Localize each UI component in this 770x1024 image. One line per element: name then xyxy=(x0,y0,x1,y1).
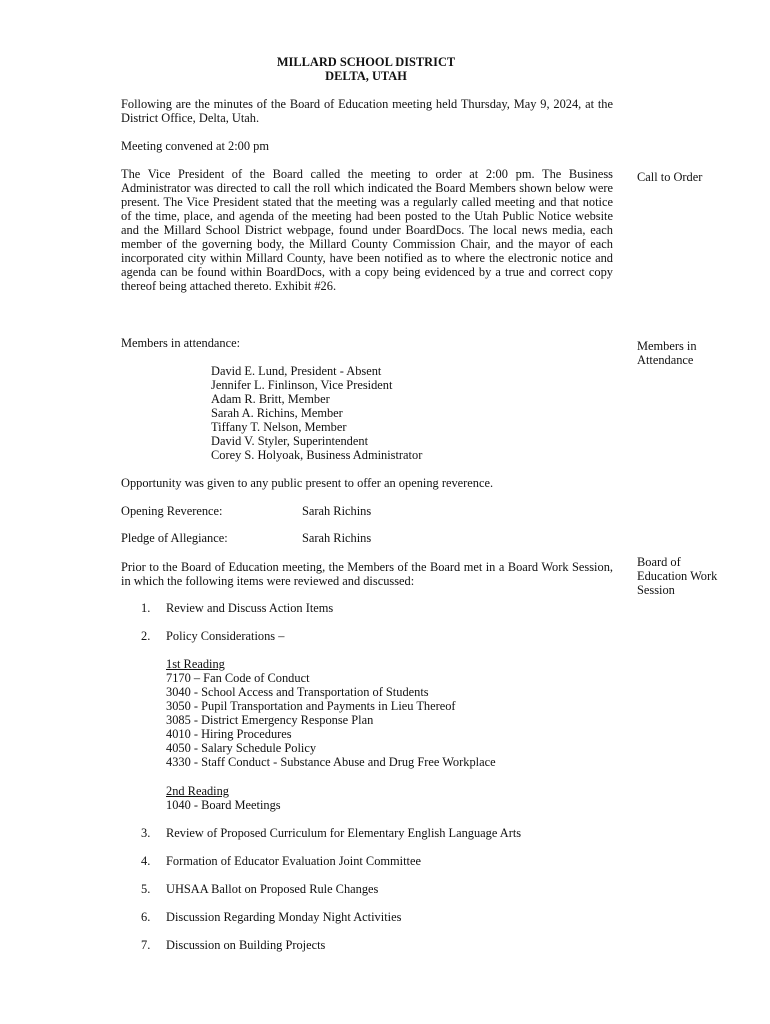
member-item: Sarah A. Richins, Member xyxy=(211,406,343,420)
side-label-work-session-line2: Education Work xyxy=(637,569,718,583)
list-item: Review of Proposed Curriculum for Elementary English Language Arts xyxy=(166,826,522,840)
list-item: Formation of Educator Evaluation Joint Committee xyxy=(166,854,421,868)
first-reading-block xyxy=(166,657,496,769)
policy-item: 3085 - District Emergency Response Plan xyxy=(166,713,374,727)
pledge-label: Pledge of Allegiance: xyxy=(121,531,228,545)
document-header xyxy=(120,55,612,83)
member-item: Tiffany T. Nelson, Member xyxy=(211,420,347,434)
policy-item: 4010 - Hiring Procedures xyxy=(166,727,292,741)
district-name: MILLARD SCHOOL DISTRICT xyxy=(276,55,456,69)
item-number: 7. xyxy=(141,938,151,952)
first-reading-heading: 1st Reading xyxy=(166,657,225,671)
member-item: David E. Lund, President - Absent xyxy=(211,364,382,378)
opening-reverence-label: Opening Reverence: xyxy=(121,504,223,518)
call-to-order-paragraph: The Vice President of the Board called the meeting to order at 2:00 pm. The Business Administrator was directed to call the roll which indicated the Board Members shown below were present. The Vice President stated that the meeting was a regularly called meeting and that notice of the time, place, and agenda of the meeting had been posted to the Utah Public Notice website and the Millard School District webpage, found under BoardDocs. The local news media, each member of the governing body, the Millard County Commission Chair, and the mayor of each incorporated city within Millard County, have been notified as to where the electronic notice and agenda can be found within BoardDocs, with a copy being evidenced by a true and correct copy thereof being attached thereto. Exhibit #26. xyxy=(121,167,613,293)
item-number: 4. xyxy=(141,854,151,868)
member-item: Adam R. Britt, Member xyxy=(211,392,330,406)
item-number: 2. xyxy=(141,629,151,643)
member-item: David V. Styler, Superintendent xyxy=(211,434,369,448)
list-item: Discussion on Building Projects xyxy=(166,938,326,952)
policy-item: 4330 - Staff Conduct - Substance Abuse and Drug Free Workplace xyxy=(166,755,496,769)
district-location: DELTA, UTAH xyxy=(325,69,407,83)
member-item: Corey S. Holyoak, Business Administrator xyxy=(211,448,423,462)
list-item: Policy Considerations – xyxy=(166,629,285,643)
attendance-intro: Members in attendance: xyxy=(121,336,241,350)
side-label-call-to-order: Call to Order xyxy=(637,170,703,184)
list-item: UHSAA Ballot on Proposed Rule Changes xyxy=(166,882,379,896)
side-label-work-session-line3: Session xyxy=(637,583,675,597)
member-item: Jennifer L. Finlinson, Vice President xyxy=(211,378,393,392)
list-item: Discussion Regarding Monday Night Activities xyxy=(166,910,402,924)
side-label-work-session-line1: Board of xyxy=(637,555,681,569)
policy-item: 7170 – Fan Code of Conduct xyxy=(166,671,310,685)
side-label-attendance-line1: Members in xyxy=(637,339,697,353)
reverence-opportunity: Opportunity was given to any public present to offer an opening reverence. xyxy=(121,476,494,490)
second-reading-heading: 2nd Reading xyxy=(166,784,229,798)
work-session-paragraph: Prior to the Board of Education meeting, the Members of the Board met in a Board Work Session, in which the following items were reviewed and discussed: xyxy=(121,560,613,588)
member-list xyxy=(211,364,571,462)
pledge-value: Sarah Richins xyxy=(302,531,372,545)
list-item: Review and Discuss Action Items xyxy=(166,601,334,615)
policy-item: 1040 - Board Meetings xyxy=(166,798,281,812)
policy-item: 3050 - Pupil Transportation and Payments in Lieu Thereof xyxy=(166,699,456,713)
convened-line: Meeting convened at 2:00 pm xyxy=(121,139,269,153)
item-number: 3. xyxy=(141,826,151,840)
policy-item: 3040 - School Access and Transportation of Students xyxy=(166,685,429,699)
item-number: 5. xyxy=(141,882,151,896)
opening-reverence-value: Sarah Richins xyxy=(302,504,372,518)
side-label-attendance xyxy=(637,339,747,367)
policy-item: 4050 - Salary Schedule Policy xyxy=(166,741,317,755)
intro-paragraph: Following are the minutes of the Board of Education meeting held Thursday, May 9, 2024, at the District Office, Delta, Utah. xyxy=(121,97,613,125)
side-label-work-session xyxy=(637,555,747,597)
item-number: 6. xyxy=(141,910,151,924)
item-number: 1. xyxy=(141,601,151,615)
side-label-attendance-line2: Attendance xyxy=(637,353,694,367)
second-reading-block xyxy=(166,784,281,812)
